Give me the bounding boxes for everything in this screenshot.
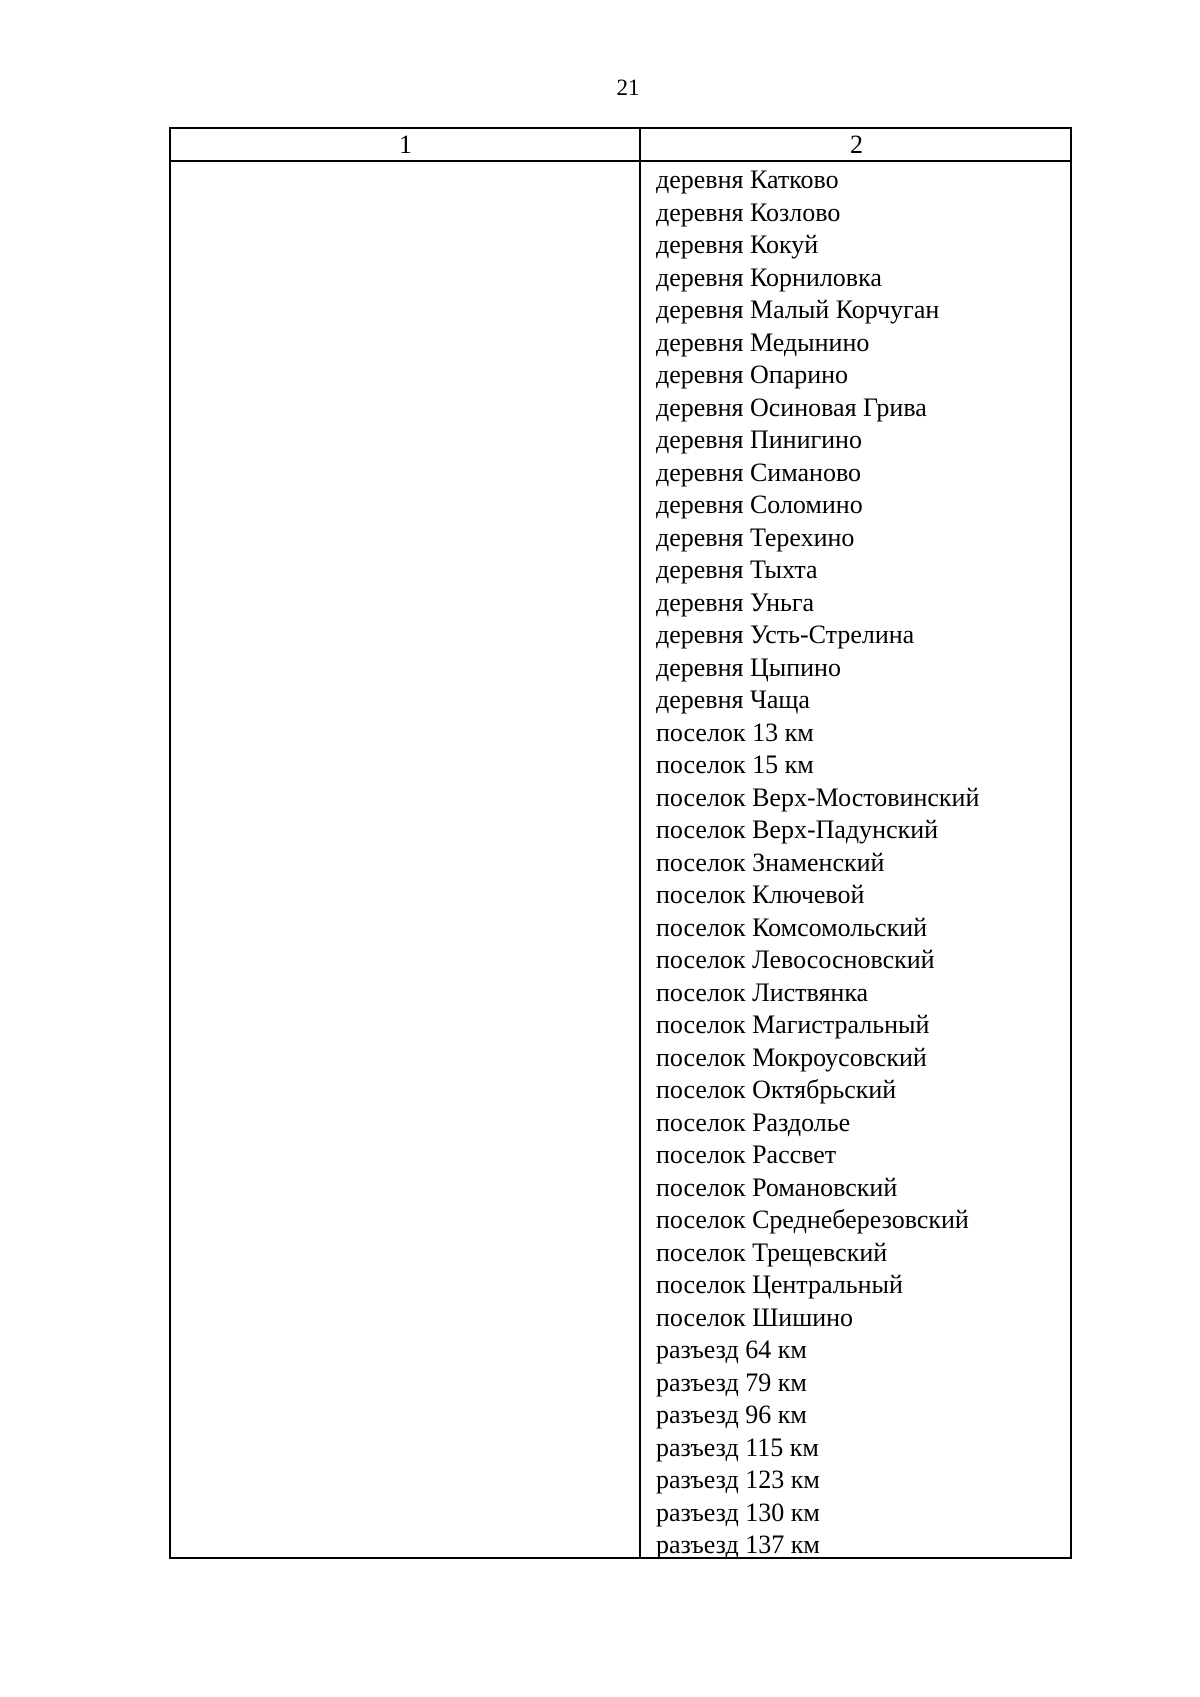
settlement-item: деревня Медынино xyxy=(656,327,870,357)
settlement-item: деревня Пинигино xyxy=(656,425,862,454)
settlement-item: разъезд 96 км xyxy=(656,1400,807,1429)
settlement-item: поселок Раздолье xyxy=(656,1107,851,1137)
settlement-item: разъезд 64 км xyxy=(656,1335,807,1364)
settlement-item: поселок Шишино xyxy=(656,1302,854,1332)
settlement-item: деревня Малый Корчуган xyxy=(656,295,940,324)
settlement-item: деревня Тыхта xyxy=(656,555,818,584)
settlement-item: деревня Уньга xyxy=(656,587,815,617)
settlements-table xyxy=(169,127,1072,1559)
settlement-item: деревня Соломино xyxy=(656,490,863,519)
settlement-item: поселок Мокроусовский xyxy=(656,1042,927,1072)
column-header-1: 1 xyxy=(399,130,412,159)
settlement-item: разъезд 79 км xyxy=(656,1367,807,1397)
settlement-item: деревня Катково xyxy=(656,165,839,194)
settlement-item: разъезд 115 км xyxy=(656,1432,819,1462)
settlement-item: поселок 15 км xyxy=(656,750,814,779)
settlement-item: поселок 13 км xyxy=(656,717,814,747)
settlement-item: поселок Левососновский xyxy=(656,945,935,974)
page-number: 21 xyxy=(616,75,640,100)
settlement-item: деревня Опарино xyxy=(656,360,849,389)
settlement-item: деревня Усть-Стрелина xyxy=(656,620,915,649)
settlement-item: разъезд 130 км xyxy=(656,1497,820,1527)
settlement-item: поселок Октябрьский xyxy=(656,1075,897,1104)
settlement-item: поселок Знаменский xyxy=(656,847,885,877)
settlement-item: деревня Терехино xyxy=(656,522,855,552)
table-header-row xyxy=(171,129,1070,162)
settlement-item: деревня Кокуй xyxy=(656,230,819,259)
settlement-item: поселок Верх-Падунский xyxy=(656,815,939,844)
settlement-item: поселок Центральный xyxy=(656,1270,903,1299)
settlement-item: разъезд 123 км xyxy=(656,1465,820,1494)
settlement-item: поселок Ключевой xyxy=(656,880,865,909)
settlement-item: деревня Козлово xyxy=(656,197,841,227)
settlement-item: разъезд 137 км xyxy=(656,1530,820,1559)
settlement-item: деревня Корниловка xyxy=(656,262,882,292)
settlement-item: поселок Комсомольский xyxy=(656,912,928,942)
settlement-item: поселок Среднеберезовский xyxy=(656,1205,969,1234)
settlement-item: поселок Романовский xyxy=(656,1172,898,1202)
settlement-item: деревня Цыпино xyxy=(656,652,841,682)
settlement-item: поселок Верх-Мостовинский xyxy=(656,782,980,812)
column-header-2: 2 xyxy=(850,130,863,159)
settlement-item: деревня Симаново xyxy=(656,457,862,487)
settlement-item: деревня Осиновая Грива xyxy=(656,392,927,422)
settlement-item: деревня Чаща xyxy=(656,685,810,714)
column-divider xyxy=(639,129,641,1557)
settlement-item: поселок Трещевский xyxy=(656,1237,888,1267)
settlement-item: поселок Листвянка xyxy=(656,977,869,1007)
settlement-list xyxy=(656,164,979,1562)
settlement-item: поселок Рассвет xyxy=(656,1140,837,1169)
settlement-item: поселок Магистральный xyxy=(656,1010,930,1039)
